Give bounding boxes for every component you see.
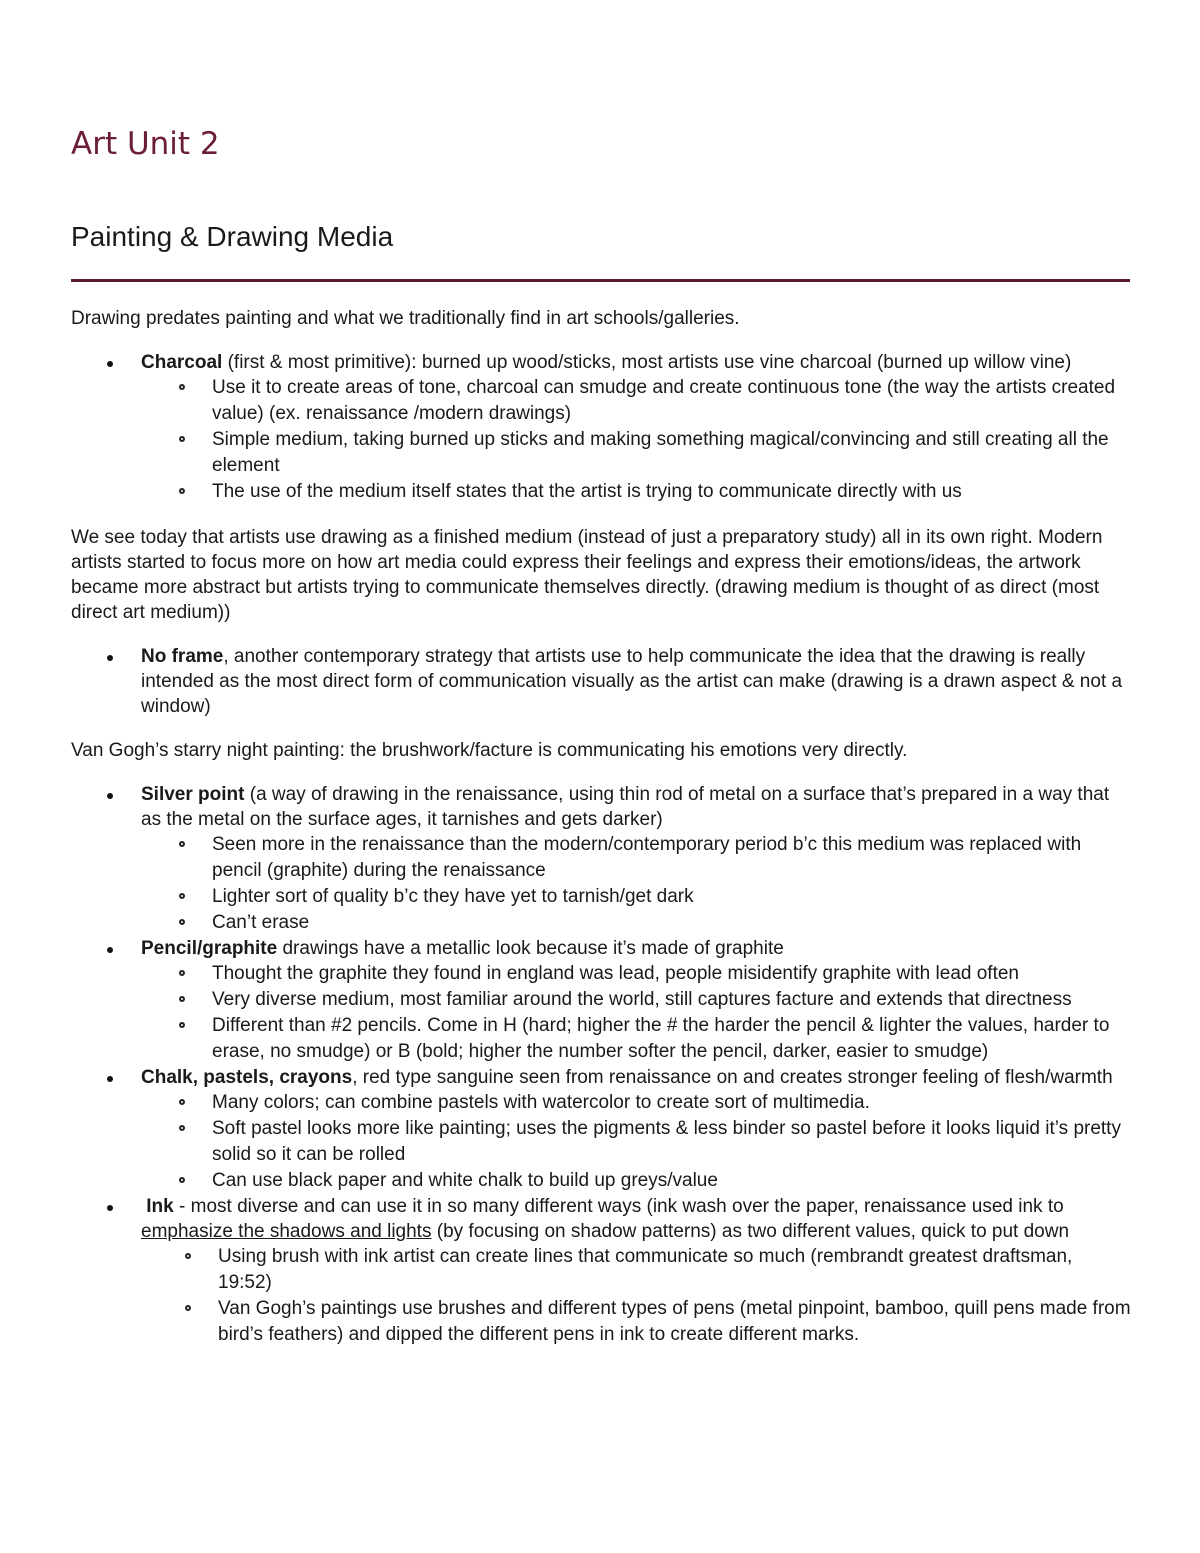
term-ink: Ink [146, 1196, 174, 1217]
heading-divider [71, 279, 1130, 282]
charcoal-description: (first & most primitive): burned up wood/sticks, most artists use vine charcoal (burned up willow vine) [222, 352, 1072, 373]
pencil-description: drawings have a metallic look because it’s made of graphite [277, 938, 784, 959]
sub-item [141, 961, 1131, 987]
list-item-chalk [71, 1065, 1131, 1194]
intro-paragraph: Drawing predates painting and what we traditionally find in art schools/galleries. [71, 308, 740, 329]
silver-point-description: (a way of drawing in the renaissance, using thin rod of metal on a surface that’s prepared in a way that as the metal on the surface ages, it tarnishes and gets darker) [141, 784, 1110, 830]
sub-bullet-icon [179, 1177, 185, 1183]
sub-bullet-icon [179, 488, 185, 494]
no-frame-description: , another contemporary strategy that artists use to help communicate the idea that the drawing is really intended as the most direct form of communication visually as the artist can make (drawing is a drawn aspect & not a window) [141, 646, 1123, 717]
sub-item [141, 910, 1131, 936]
sub-bullet-icon [185, 1305, 191, 1311]
list-item-charcoal [71, 350, 1131, 505]
charcoal-list [71, 350, 1131, 505]
pencil-sublist [141, 961, 1131, 1065]
sub-bullet-icon [179, 893, 185, 899]
bullet-icon [107, 655, 113, 661]
sub-bullet-icon [179, 996, 185, 1002]
sub-item [141, 1013, 1131, 1065]
bullet-icon [107, 361, 113, 367]
sub-item-text: Can use black paper and white chalk to build up greys/value [212, 1170, 718, 1191]
list-item-no-frame [71, 644, 1131, 719]
list-item-ink [71, 1194, 1131, 1348]
chalk-sublist [141, 1090, 1131, 1194]
sub-item-text: The use of the medium itself states that the artist is trying to communicate directly with us [212, 481, 962, 502]
sub-bullet-icon [179, 919, 185, 925]
sub-bullet-icon [179, 384, 185, 390]
sub-item [141, 479, 1131, 505]
list-item-pencil [71, 936, 1131, 1065]
sub-item [141, 987, 1131, 1013]
sub-bullet-icon [185, 1253, 191, 1259]
chalk-description: , red type sanguine seen from renaissance on and creates stronger feeling of flesh/warmth [352, 1067, 1113, 1088]
sub-item [147, 1244, 1131, 1296]
sub-item-text: Can’t erase [212, 912, 310, 933]
term-silver-point: Silver point [141, 784, 245, 805]
document-title: Art Unit 2 [71, 126, 220, 162]
sub-item-text: Van Gogh’s paintings use brushes and different types of pens (metal pinpoint, bamboo, quill pens made from bird’s feathers) and dipped the different pens in ink to create different marks. [218, 1298, 1131, 1345]
term-charcoal: Charcoal [141, 352, 223, 373]
sub-item-text: Using brush with ink artist can create lines that communicate so much (rembrandt greatest draftsman, 19:52) [218, 1246, 1073, 1293]
sub-item [141, 1116, 1131, 1168]
ink-sublist [147, 1244, 1131, 1348]
sub-item [141, 375, 1131, 427]
paragraph-modern-drawing: We see today that artists use drawing as a finished medium (instead of just a preparatory study) all in its own right. Modern artists started to focus more on how art media could express their feelings and express their emotions/ideas, the artwork became more abstract but artists trying to communicate themselves directly. (drawing medium is thought of as direct (most direct art medium)) [71, 527, 1103, 623]
list-item-silver-point [71, 782, 1131, 936]
term-pencil: Pencil/graphite [141, 938, 278, 959]
sub-item-text: Simple medium, taking burned up sticks and making something magical/convincing and still creating all the element [212, 429, 1109, 476]
sub-bullet-icon [179, 436, 185, 442]
sub-item-text: Use it to create areas of tone, charcoal can smudge and create continuous tone (the way the artists created value) (ex. renaissance /modern drawings) [212, 377, 1116, 424]
sub-item-text: Thought the graphite they found in england was lead, people misidentify graphite with lead often [212, 963, 1019, 984]
bullet-icon [107, 793, 113, 799]
sub-item [147, 1296, 1131, 1348]
sub-bullet-icon [179, 1099, 185, 1105]
sub-item-text: Very diverse medium, most familiar around the world, still captures facture and extends that directness [212, 989, 1072, 1010]
media-list [71, 782, 1131, 1348]
ink-description-a: - most diverse and can use it in so many different ways (ink wash over the paper, renaissance used ink to [173, 1196, 1064, 1217]
sub-item-text: Soft pastel looks more like painting; uses the pigments & less binder so pastel before it looks liquid it’s pretty solid so it can be rolled [212, 1118, 1121, 1165]
section-heading: Painting & Drawing Media [71, 221, 394, 252]
sub-bullet-icon [179, 1022, 185, 1028]
sub-item-text: Many colors; can combine pastels with watercolor to create sort of multimedia. [212, 1092, 870, 1113]
sub-item [141, 1168, 1131, 1194]
sub-bullet-icon [179, 1125, 185, 1131]
sub-item-text: Lighter sort of quality b’c they have yet to tarnish/get dark [212, 886, 694, 907]
sub-item [141, 832, 1131, 884]
term-chalk: Chalk, pastels, crayons [141, 1067, 353, 1088]
sub-bullet-icon [179, 841, 185, 847]
sub-item [141, 884, 1131, 910]
bullet-icon [107, 947, 113, 953]
sub-bullet-icon [179, 970, 185, 976]
term-no-frame: No frame [141, 646, 224, 667]
sub-item-text: Different than #2 pencils. Come in H (hard; higher the # the harder the pencil & lighter the values, harder to erase, no smudge) or B (bold; higher the number softer the pencil, darker, easier to smudge) [212, 1015, 1110, 1062]
ink-underlined-phrase: emphasize the shadows and lights [141, 1221, 432, 1242]
paragraph-van-gogh: Van Gogh’s starry night painting: the brushwork/facture is communicating his emotions very directly. [71, 740, 908, 761]
noframe-list [71, 644, 1131, 719]
bullet-icon [107, 1205, 113, 1211]
silver-point-sublist [141, 832, 1131, 936]
bullet-icon [107, 1076, 113, 1082]
sub-item-text: Seen more in the renaissance than the modern/contemporary period b’c this medium was replaced with pencil (graphite) during the renaissance [212, 834, 1082, 881]
sub-item [141, 1090, 1131, 1116]
document-page [71, 120, 1131, 1348]
ink-description-b: (by focusing on shadow patterns) as two different values, quick to put down [431, 1221, 1070, 1242]
sub-item [141, 427, 1131, 479]
charcoal-sublist [141, 375, 1131, 505]
